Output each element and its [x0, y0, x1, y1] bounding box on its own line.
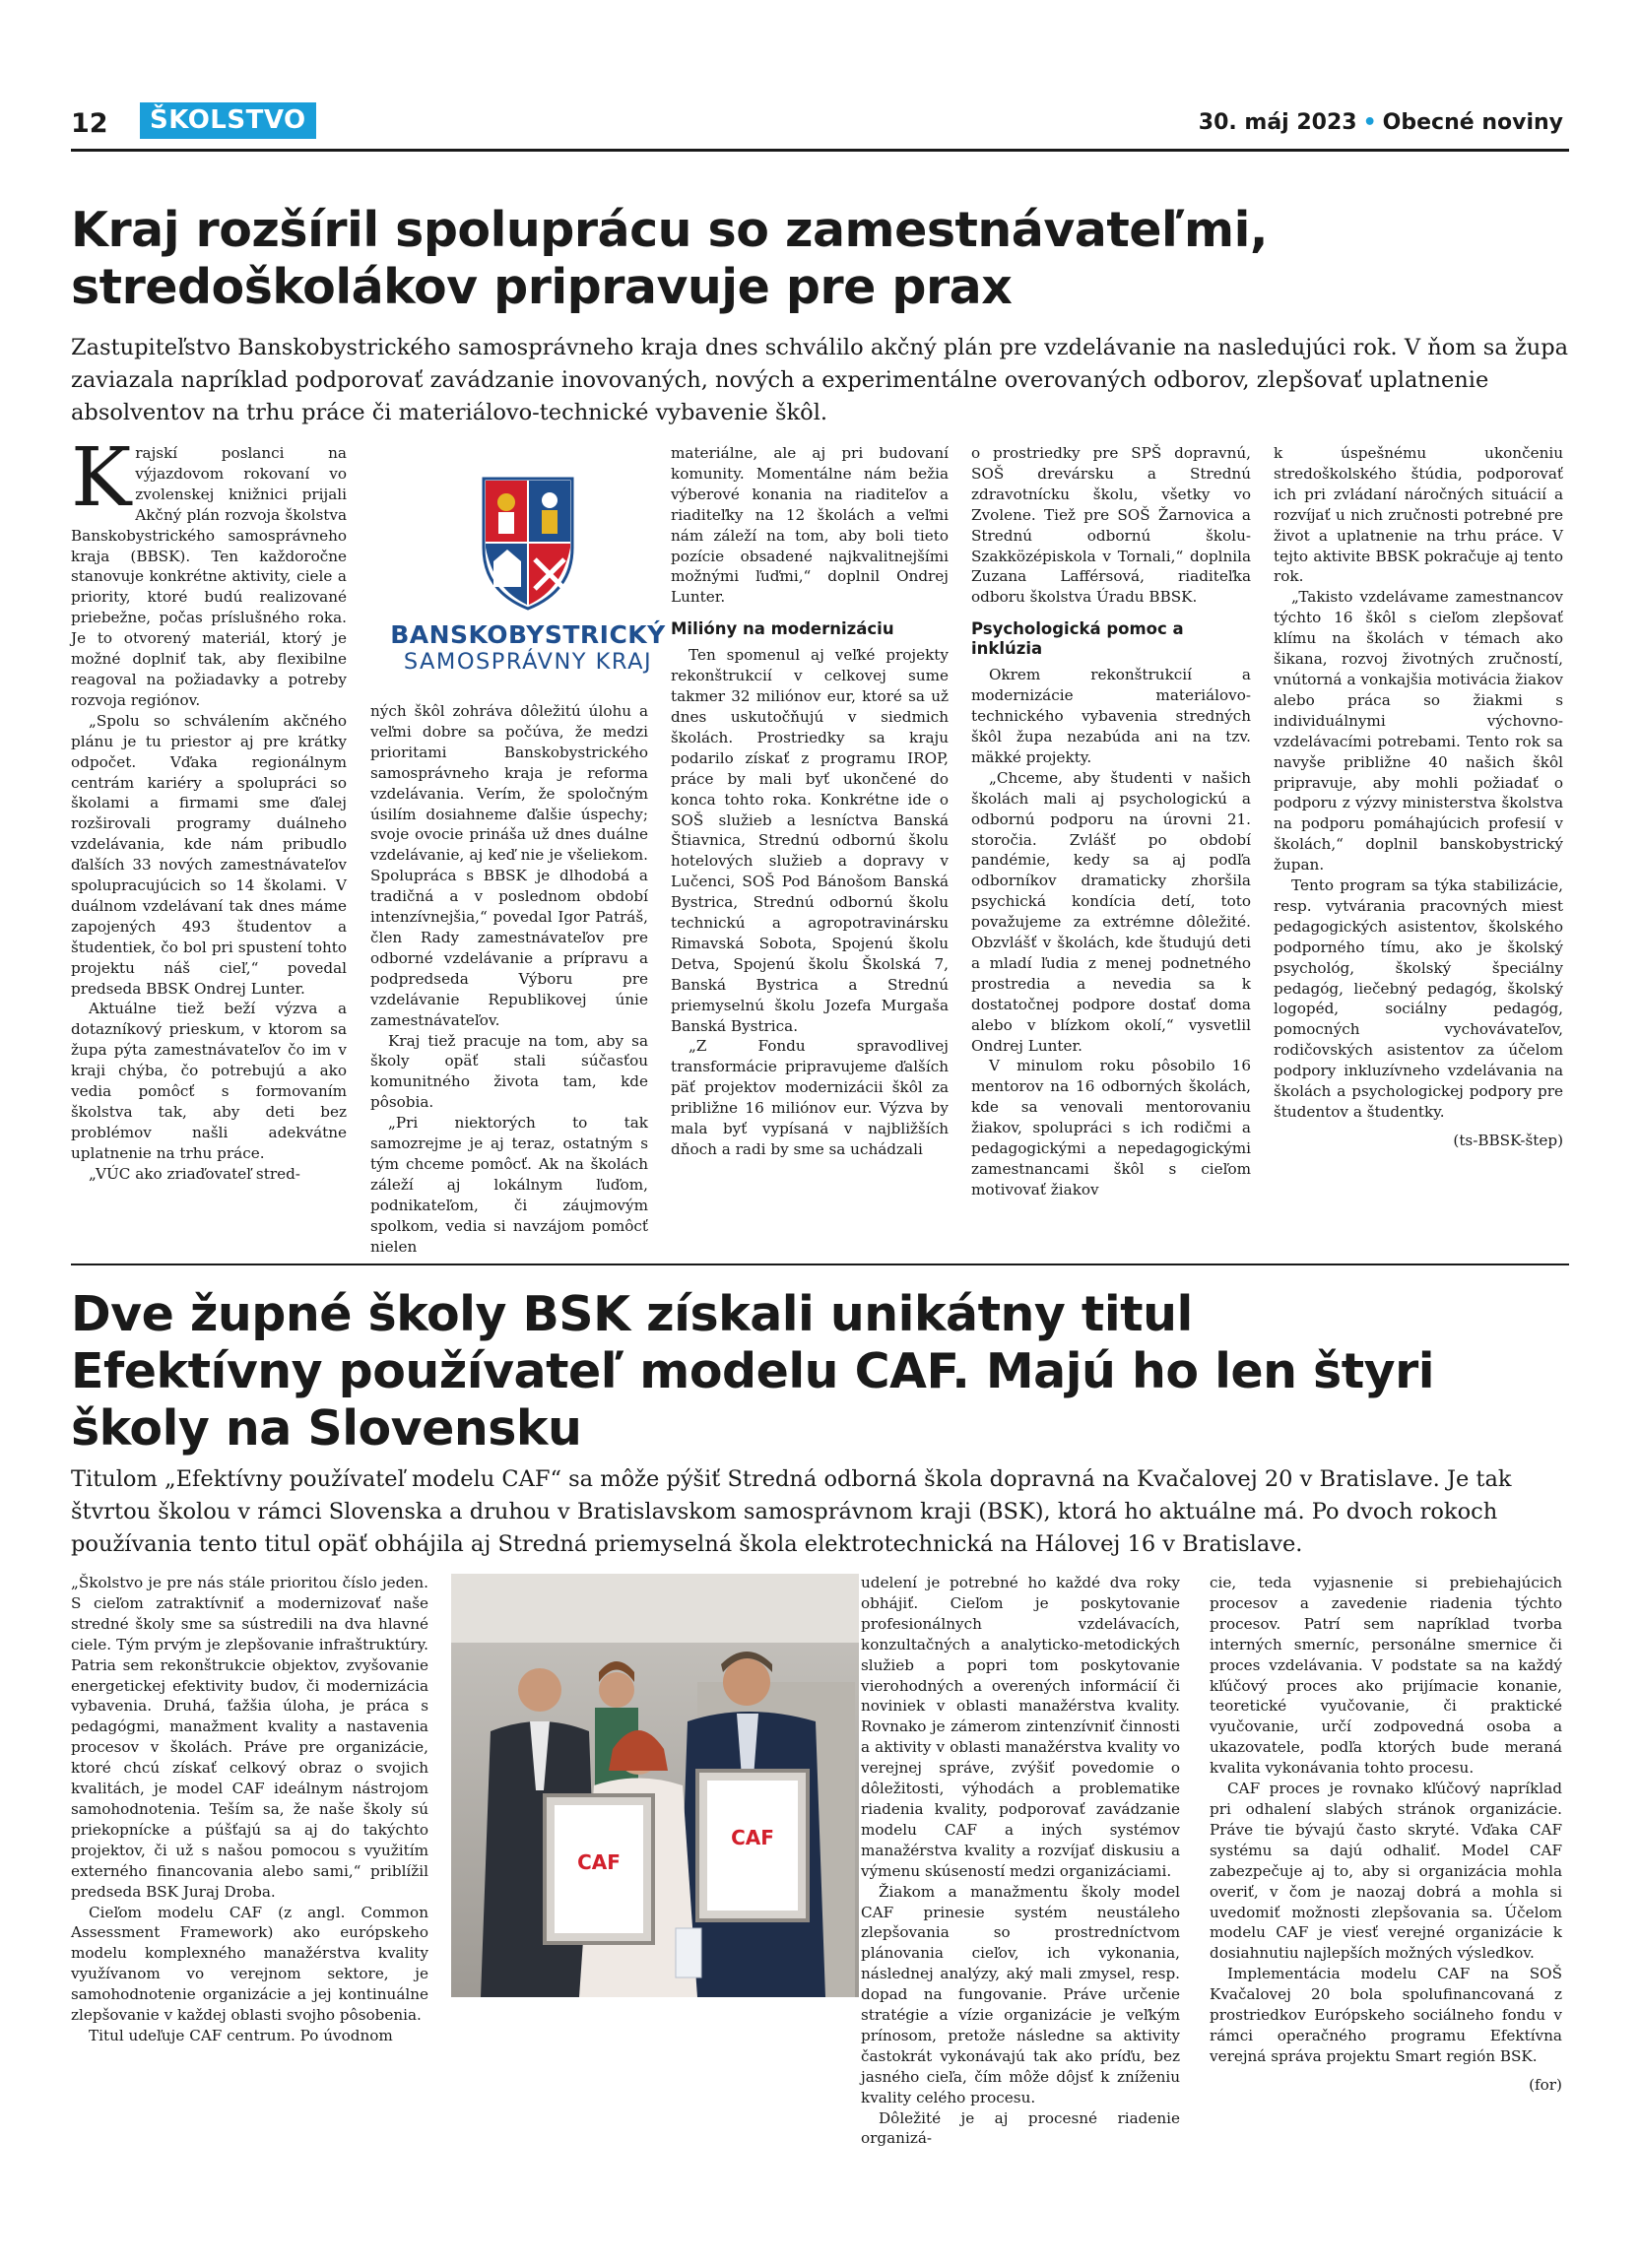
- article2-col1-p2: Cieľom modelu CAF (z angl. Common Assessment Framework) ako európskeho modelu komplexného manažérstva kvality využívanom vo verejnom sektore, je samohodnotenie organizácie a jej kontinuálne zlepšovanie v každej oblasti svojho pôsobenia.: [71, 1903, 428, 2025]
- article2-col3-p1: udelení je potrebné ho každé dva roky obhájiť. Cieľom je poskytovanie profesionálnych vzdelávacích, konzultačných a analyticko-metodických služieb a popri tom poskytovanie vierohodných a overených informácií či noviniek v oblasti manažérstva kvality. Rovnako je zámerom zintenzívniť činnosti a aktivity v oblasti manažérstva kvality vo verejnej správe, zvýšiť povedomie o dôležitosti, výhodách a problematike riadenia kvality, podporovať zavádzanie modelu CAF a iných systémov manažérstva kvality a rozvíjať diskusiu a výmenu skúseností medzi organizáciami.: [861, 1574, 1180, 1880]
- section-badge: ŠKOLSTVO: [140, 102, 316, 139]
- article2-col1-p3: Titul udeľuje CAF centrum. Po úvodnom: [89, 2026, 393, 2044]
- article1-title: Kraj rozšíril spoluprácu so zamestnávateľmi, stredoškolákov pripravuje pre prax: [71, 202, 1268, 315]
- article2-col4-p1: cie, teda vyjasnenie si prebiehajúcich procesov a zavedenie riadenia týchto procesov. Patrí sem napríklad tvorba interných smerníc, personálne smernice či proces vzdelávania. V podstate sa na každý kľúčový proces ako prijímacie konanie, teoretické vyučovanie, či praktické vyučovanie, určí zodpovedná osoba a ukazovatele, podľa ktorých bude meraná kvalita vykonávania tohto procesu.: [1210, 1574, 1562, 1778]
- issue-date: 30. máj 2023: [1198, 110, 1357, 135]
- article1-col2-p3: „Pri niektorých to tak samozrejme je aj teraz, ostatným s tým chceme pomôcť. Ak na školách záleží aj lokálnym ľuďom, podnikateľom, či záujmovým spolkom, vedia si navzájom pomôcť nielen: [370, 1114, 648, 1256]
- article1-col3-p1: materiálne, ale aj pri budovaní komunity. Momentálne nám bežia výberové konania na riaditeľov a riaditeľky na 12 školách a veľmi nám záleží na tom, aby boli tieto pozície obsadené najkvalitnejšími možnými ľuďmi,“ doplnil Ondrej Lunter.: [671, 444, 949, 607]
- article2-title: [71, 1286, 1578, 1458]
- article1-column-3: [671, 443, 949, 1236]
- article1-col1-p1: Krajskí poslanci na výjazdovom rokovaní vo zvolenskej knižnici prijali Akčný plán rozvoja školstva Banskobystrického samosprávneho kraja (BBSK). Ten každoročne stanovuje konkrétne aktivity, ciele a priority, ktoré budú realizované priebežne, počas príslušného roka. Je to otvorený materiál, ktorý je možné doplniť tak, aby flexibilne reagoval na požiadavky a potreby rozvoja regiónov.: [71, 431, 347, 709]
- bbsk-logo: [382, 471, 674, 692]
- article1-column-1: [71, 431, 347, 1236]
- certificate-right-logo: CAF: [731, 1826, 774, 1849]
- drop-cap: K: [71, 431, 132, 525]
- article2-col1-p1: „Školstvo je pre nás stále prioritou číslo jeden. S cieľom zatraktívniť a modernizovať naše stredné školy sme sa sústredili na dva hlavné ciele. Tým prvým je zlepšovanie infraštruktúry. Patria sem rekonštrukcie objektov, zvyšovanie energetickej efektivity budov, či modernizácia vybavenia. Druhá, ťažšia úloha, je práca s pedagógmi, manažment kvality a nastavenia procesov v školách. Práve pre organizácie, ktoré chcú získať celkový obraz o svojich kvalitách, je model CAF ideálnym nástrojom samohodnotenia. Teším sa, že naše školy sú priekopnícke a púšťajú sa aj do takýchto projektov, či už s našou pomocou s využitím externého financovania alebo sami,“ priblížil predseda BSK Juraj Droba.: [71, 1574, 428, 1901]
- issue-date-line: [1199, 110, 1563, 135]
- article1-signature: (ts-BBSK-štep): [1453, 1131, 1563, 1149]
- article1-col5-p2: „Takisto vzdelávame zamestnancov týchto 16 škôl s cieľom zlepšovať klímu na školách v témach ako šikana, rozvoj životných zručností, vnútorná a vonkajšia motivácia žiakov alebo práca so žiakmi s individuálnymi výchovno-vzdelávacími potrebami. Tento rok sa navyše približne 40 našich škôl pripravuje, aby mohli požiadať o podporu z výzvy ministerstva školstva na podporu pomáhajúcich profesií v školách,“ doplnil banskobystrický župan.: [1274, 588, 1563, 875]
- publication-name: Obecné noviny: [1382, 110, 1563, 135]
- logo-text-line2: SAMOSPRÁVNY KRAJ: [403, 649, 653, 675]
- article1-col4-p4: V minulom roku pôsobilo 16 mentorov na 16 odborných školách, kde sa venovali mentorovaniu žiakov, spolupráci s ich rodičmi a pedagogickými a nepedagogickými zamestnancami škôl s cieľom motivovať žiakov: [971, 1057, 1251, 1199]
- logo-text-line1: BANSKOBYSTRICKÝ: [390, 620, 666, 649]
- subheading-psychologicka-pomoc: Psychologická pomoc a inklúzia: [971, 619, 1184, 659]
- article1-col1-p4: „VÚC ako zriaďovateľ stred-: [89, 1164, 300, 1183]
- page-number: 12: [71, 108, 108, 139]
- article2-col3-p3: Dôležité je aj procesné riadenie organizá-: [861, 2108, 1180, 2148]
- certificate-left-logo: CAF: [577, 1850, 621, 1874]
- separator-dot: •: [1362, 110, 1377, 135]
- article1-col4-p1: o prostriedky pre SPŠ dopravnú, SOŠ drevársku a Strednú zdravotnícku školu, všetky vo Zvolene. Tiež pre SOŠ Žarnovica a Strednú odbornú školu-Szakközépiskola v Tornali,“ doplnila Zuzana Lafférsová, riaditeľka odboru školstva Úradu BBSK.: [971, 444, 1251, 607]
- article1-col5-p1: k úspešnému ukončeniu stredoškolského štúdia, podporovať ich pri zvládaní náročných situácií a rozvíjať u nich zručnosti potrebné pre život a uplatnenie na trhu práce. V tejto aktivite BBSK pokračuje aj tento rok.: [1274, 444, 1563, 586]
- article1-col3-p2: Ten spomenul aj veľké projekty rekonštrukcií v celkovej sume takmer 32 miliónov eur, ktoré sa už dnes uskutočňujú v siedmich školách. Prostriedky sa kraju podarilo získať z programu IROP, práce by mali byť ukončené do konca tohto roka. Konkrétne ide o SOŠ služieb a lesníctva Banská Štiavnica, Strednú odbornú školu hotelových služieb a dopravy v Lučenci, SOŠ Pod Bánošom Banská Bystrica, Strednú odbornú školu technickú a agropotravinársku Rimavská Sobota, Spojenú školu Detva, Spojenú školu Školská 7, Banská Bystrica a Strednú priemyselnú školu Jozefa Murgaša Banská Bystrica.: [671, 646, 949, 1035]
- article2-title-line3: školy na Slovensku: [71, 1400, 582, 1457]
- subheading-miliony: Milióny na modernizáciu: [671, 619, 894, 639]
- article2-column-1: [71, 1573, 428, 2203]
- article-divider: [71, 1264, 1569, 1265]
- article1-column-4: [971, 443, 1251, 1236]
- article2-col4-p2: CAF proces je rovnako kľúčový napríklad pri odhalení slabých stránok organizácie. Práve tie bývajú často skryté. Vďaka CAF systému sa dajú odhaliť. Model CAF zabezpečuje aj to, aby si organizácia mohla overiť, v čom je naozaj dobrá a mohla si uvedomiť možnosti zlepšovania sa. Účelom modelu CAF je viesť verejné organizácie k dosiahnutiu najlepších možných výsledkov.: [1210, 1780, 1562, 1963]
- award-photo-image: [451, 1574, 859, 1997]
- article2-title-line2: Efektívny používateľ modelu CAF. Majú ho len štyri: [71, 1343, 1435, 1399]
- article1-col1-p3: Aktuálne tiež beží výzva a dotazníkový prieskum, v ktorom sa župa pýta zamestnávateľov čo im v kraji chýba, čo potrebujú a ako vedia pomôcť s formovaním školstva tak, aby deti bez problémov našli adekvátne uplatnenie na trhu práce.: [71, 1000, 347, 1162]
- article2-signature: (for): [1529, 2075, 1562, 2094]
- article2-column-4: [1210, 1573, 1562, 2203]
- article2-lead: Titulom „Efektívny používateľ modelu CAF“ sa môže pýšiť Stredná odborná škola dopravná na Kvačalovej 20 v Bratislave. Je tak štvrtou školou v rámci Slovenska a druhou v Bratislavskom samosprávnom kraji (BSK), ktorá ho aktuálne má. Po dvoch rokoch používania tento titul opäť obhájila aj Stredná priemyselná škola elektrotechnická na Hálovej 16 v Bratislave.: [71, 1466, 1512, 1557]
- article1-col1-p2: „Spolu so schválením akčného plánu je tu priestor aj pre krátky odpočet. Vďaka regionálnym centrám kariéry a spolupráci so školami a firmami sme ďalej rozširovali programy duálneho vzdelávania, kde nám pribudlo ďalších 33 nových zamestnávateľov spolupracujúcich so 14 školami. V duálnom vzdelávaní tak dnes máme zapojených 493 študentov a študentiek, čo bol pri spustení tohto projektu náš cieľ,“ povedal predseda BBSK Ondrej Lunter.: [71, 711, 347, 998]
- article1-col3-p3: „Z Fondu spravodlivej transformácie pripravujeme ďalších päť projektov modernizácii škôl za približne 16 miliónov eur. Výzva by mala byť vypísaná v najbližších dňoch a radi by sme sa uchádzali: [671, 1037, 949, 1158]
- article1-col5-p3: Tento program sa týka stabilizácie, resp. vytvárania pracovných miest pedagogických asistentov, školského podporného tímu, ako je školský psychológ, školský špeciálny pedagóg, liečebný pedagóg, školský logopéd, sociálny pedagóg, pomocných vychovávateľov, rodičovských asistentov za účelom podpory inkluzívneho vzdelávania na školách a psychologickej podpory pre študentov a študentky.: [1274, 876, 1563, 1121]
- article2-title-line1: Dve župné školy BSK získali unikátny titul: [71, 1286, 1193, 1342]
- article2-col4-p3: Implementácia modelu CAF na SOŠ Kvačalovej 20 bola spolufinancovaná z prostriedkov Európskeho sociálneho fondu v rámci operačného programu Efektívna verejná správa projektu Smart región BSK.: [1210, 1965, 1562, 2065]
- header-rule: [71, 149, 1569, 152]
- article1-col4-p3: „Chceme, aby študenti v našich školách mali aj psychologickú a odbornú podporu na úrovni 21. storočia. Zvlášť po období pandémie, kedy sa aj podľa odborníkov dramaticky zhoršila psychická kondícia detí, toto považujeme za extrémne dôležité. Obzvlášť v školách, kde študujú deti a mladí ľudia z menej podnetného prostredia a nevedia sa k dostatočnej podpore dostať doma alebo v blízkom okolí,“ vysvetlil Ondrej Lunter.: [971, 768, 1251, 1055]
- article1-col4-p2: Okrem rekonštrukcií a modernizácie materiálovo-technického vybavenia stredných škôl župa nezabúda ani na tzv. mäkké projekty.: [971, 666, 1251, 766]
- article1-column-5: [1274, 443, 1563, 1236]
- article2-column-3: [861, 1573, 1180, 2203]
- award-photo: [451, 1574, 859, 1997]
- article1-column-2: [370, 701, 648, 1256]
- article1-col2-p2: Kraj tiež pracuje na tom, aby sa školy opäť stali súčasťou komunitného života tam, kde pôsobia.: [370, 1031, 648, 1112]
- article2-col3-p2: Žiakom a manažmentu školy model CAF prinesie systém neustáleho zlepšovania so prostredníctvom plánovania cieľov, ich vykonania, následnej analýzy, aký mali zmysel, resp. dopad na fungovanie. Práve určenie stratégie a vízie organizácie je veľkým prínosom, pretože následne sa aktivity častokrát vykonávajú tak ako príďu, bez jasného cieľa, čím môže dôjsť k zníženiu kvality celého procesu.: [861, 1882, 1180, 2106]
- bbsk-coat-of-arms: [382, 471, 674, 616]
- article1-col2-p1: ných škôl zohráva dôležitú úlohu a veľmi dobre sa počúva, že medzi prioritami Banskobystrického samosprávneho kraja je reforma vzdelávania. Verím, že spoločným úsilím dosiahneme ďalšie úspechy; svoje ovocie prináša už dnes duálne vzdelávanie, aj keď nie je všeliekom. Spolupráca s BBSK je dlhodobá a tradičná a v poslednom období intenzívnejšia,“ povedal Igor Patráš, člen Rady zamestnávateľov pre odborné vzdelávanie a prípravu a podpredseda Výboru pre vzdelávanie Republikovej únie zamestnávateľov.: [370, 702, 648, 1029]
- article1-lead: Zastupiteľstvo Banskobystrického samosprávneho kraja dnes schválilo akčný plán pre vzdelávanie na nasledujúci rok. V ňom sa župa zaviazala napríklad podporovať zavádzanie inovovaných, nových a experimentálne overovaných odborov, zlepšovať uplatnenie absolventov na trhu práce či materiálovo-technické vybavenie škôl.: [71, 335, 1569, 425]
